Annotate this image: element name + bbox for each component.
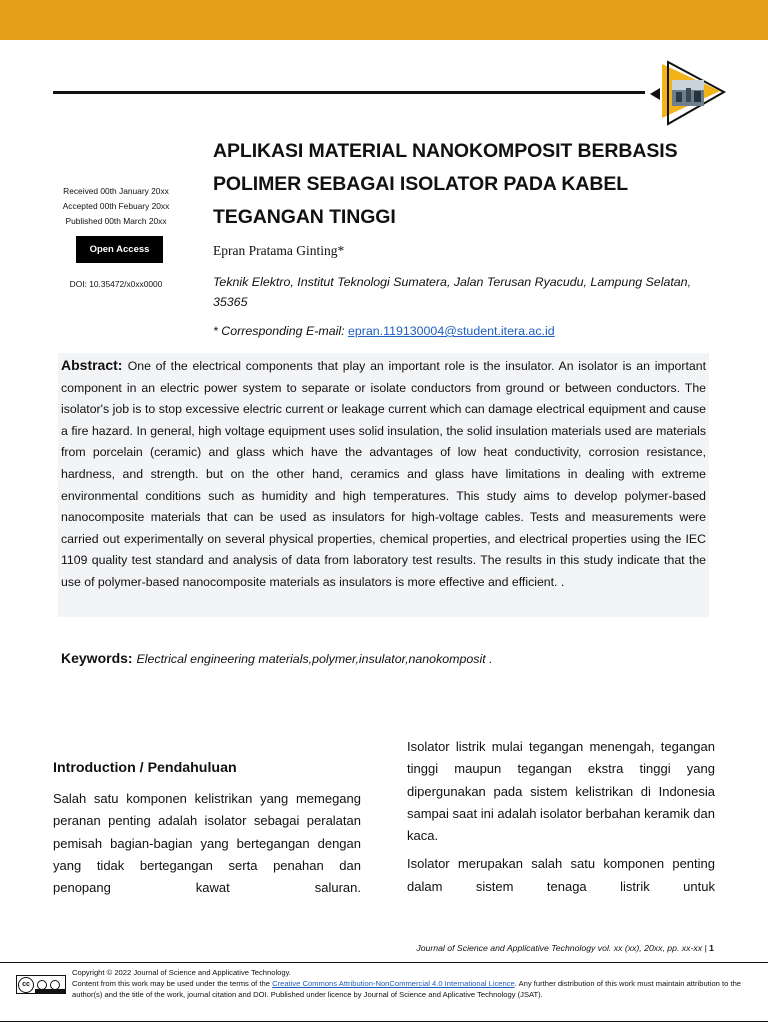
cc-icon: cc (18, 977, 34, 993)
cc-by-nc-icon[interactable] (16, 975, 66, 994)
copyright-line: Copyright © 2022 Journal of Science and Applicative Technology. (72, 968, 291, 977)
body-left-column (53, 788, 361, 899)
abstract-box (58, 353, 709, 617)
keywords-text: Electrical engineering materials,polymer,insulator,nanokomposit . (136, 652, 493, 666)
keywords (61, 650, 493, 666)
section-title-introduction: Introduction / Pendahuluan (53, 760, 237, 776)
published-date: Published 00th March 20xx (65, 215, 167, 226)
article-dates (50, 184, 182, 228)
author-name: Epran Pratama Ginting* (213, 243, 345, 258)
license-link[interactable]: Creative Commons Attribution-NonCommercial 4.0 International Licence (272, 978, 515, 988)
license-line (72, 979, 747, 1001)
author-affiliation: Teknik Elektro, Institut Teknologi Sumatera, Jalan Terusan Ryacudu, Lampung Selatan, 35365 (213, 275, 692, 309)
license-suffix: . Any further distribution of this work must maintain attribution to the author(s) and the title of the work, journal citation and DOI. Published under licence by Journal of Science and Aplicative Technology (JSAT). (72, 978, 742, 999)
email-link[interactable]: epran.119130004@student.itera.ac.id (347, 324, 555, 338)
abstract-label: Abstract: (61, 357, 128, 373)
footer-journal-citation (416, 943, 714, 953)
abstract-text: One of the electrical components that play an important role is the insulator. An isolator is an important component in an electric power system to separate or isolate conductors from ground or between conductors. The isolator's job is to stop excessive electric current or leakage current which can damage electrical equipment and cause a fire hazard. In general, high voltage equipment uses solid insulation, the solid insulation materials used are materials from porcelain (ceramic) and glass which have the advantages of low heat conductivity, corrosion resistance, hardness, and strength. but on the other hand, ceramics and glass have limitations in dealing with extreme environmental conditions such as humidity and high temperatures. This study aims to develop polymer-based nanocomposite materials that can be used as insulators for high-voltage cables. Tests and measurements were carried out experimentally on several physical properties, chemical properties, and electrical properties using the IEC 1109 quality test standard and analysis of data from laboratory test results. The results in this study indicate that the use of polymer-based nanocomposite materials as insulators is more effective and efficient. . (61, 359, 706, 589)
header-accent-bar (0, 0, 768, 40)
header-rule (53, 91, 645, 94)
page-number: 1 (709, 943, 714, 953)
body-right-column (407, 736, 715, 904)
paragraph: Salah satu komponen kelistrikan yang memegang peranan penting adalah isolator sebagai peralatan pemisah bagian-bagian yang bertegangan dengan yang tidak bertegangan serta penahan dan penopang kawat saluran. (53, 791, 361, 896)
paragraph: Isolator listrik mulai tegangan menengah, tegangan tinggi maupun tegangan ekstra tinggi yang dipergunakan pada sistem kelistrikan di Indonesia sampai saat ini adalah isolator berbahan keramik dan kaca. (407, 739, 715, 844)
by-icon (37, 980, 47, 990)
badge-strip (35, 989, 65, 993)
footer-bottom-rule (0, 1021, 768, 1022)
license-prefix: Content from this work may be used under the terms of the (72, 978, 270, 988)
email-label: * Corresponding E-mail: (213, 324, 348, 338)
article-title: APLIKASI MATERIAL NANOKOMPOSIT BERBASIS POLIMER SEBAGAI ISOLATOR PADA KABEL TEGANGAN TINGGI (213, 140, 678, 228)
doi-text: DOI: 10.35472/x0xx0000 (69, 279, 163, 289)
corresponding-email (213, 324, 555, 338)
received-date: Received 00th January 20xx (63, 186, 169, 196)
keywords-label: Keywords: (61, 650, 137, 666)
nc-icon (50, 980, 60, 990)
journal-logo-icon (648, 58, 728, 130)
open-access-badge: Open Access (76, 236, 163, 263)
accepted-date: Accepted 00th Febuary 20xx (62, 200, 170, 211)
journal-line: Journal of Science and Applicative Technology vol. xx (xx), 20xx, pp. xx-xx | (416, 943, 707, 953)
paragraph: Isolator merupakan salah satu komponen penting dalam sistem tenaga listrik untuk (407, 856, 715, 894)
footer-rule (0, 962, 768, 963)
license-text (72, 968, 747, 1001)
